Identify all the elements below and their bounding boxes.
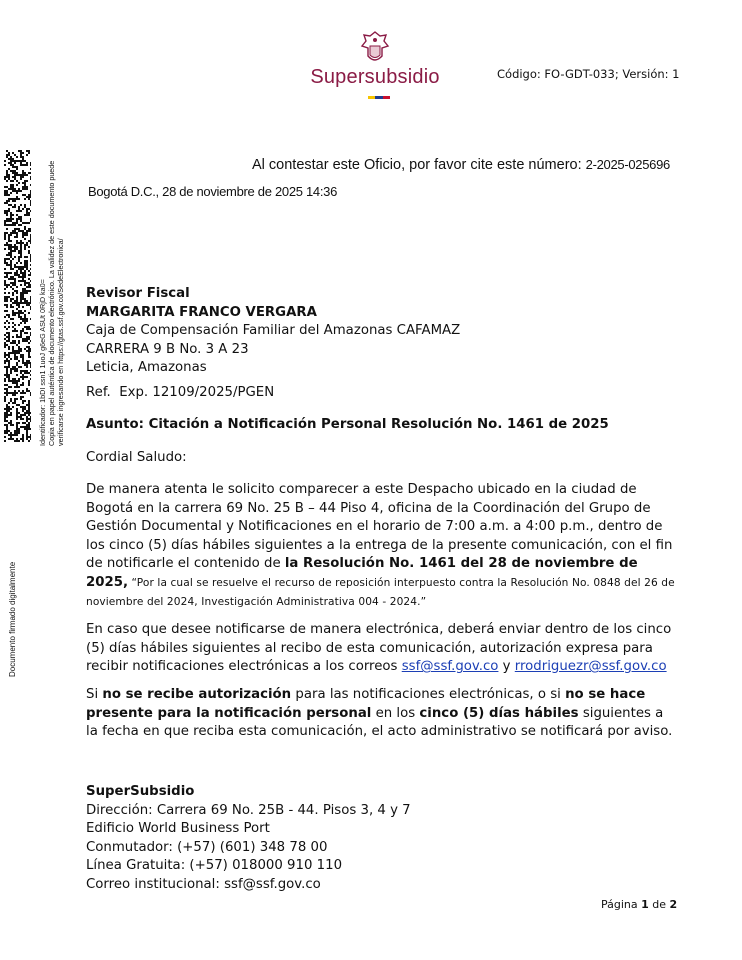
paragraph-text: para las notificaciones electrónicas, o si xyxy=(291,687,566,702)
footer-email: Correo institucional: ssf@ssf.gov.co xyxy=(86,876,321,892)
footer-toll-free: Línea Gratuita: (+57) 018000 910 110 xyxy=(86,858,343,874)
page-current: 1 xyxy=(641,898,649,911)
recipient-address: CARRERA 9 B No. 3 A 23 xyxy=(86,341,249,357)
citation-number: 2-2025-025696 xyxy=(585,157,670,172)
citation-label: Al contestar este Oficio, por favor cite este número: xyxy=(252,157,582,173)
paragraph-text: Si xyxy=(86,687,103,702)
conjunction: y xyxy=(498,659,515,675)
footer-contact xyxy=(86,783,506,895)
reference-line: Ref. Exp. 12109/2025/PGEN xyxy=(86,385,275,400)
recipient-role: Revisor Fiscal xyxy=(86,286,190,301)
resolution-reference: la Resolución No. 1461 del 28 de noviembre de 2025, xyxy=(86,556,638,590)
paragraph-text: en los xyxy=(371,705,420,721)
emphasis-text: no se hace presente para la notificación personal xyxy=(86,687,646,721)
resolution-quote: “Por la cual se resuelve el recurso de reposición interpuesto contra la Resolución No. 0848 del 26 de noviembre del 2024, Investigación Administrativa 004 - 2024.” xyxy=(86,576,675,608)
recipient-block xyxy=(86,285,646,378)
greeting: Cordial Saludo: xyxy=(86,450,187,465)
paragraph-summons xyxy=(86,481,676,611)
paragraph-text: siguientes a la fecha en que reciba esta comunicación, el acto administrativo se notificará por aviso. xyxy=(86,705,673,740)
page-label: Página xyxy=(601,898,638,911)
emphasis-text: no se recibe autorización xyxy=(102,687,292,702)
footer-phone: Conmutador: (+57) (601) 348 78 00 xyxy=(86,839,328,855)
recipient-city: Leticia, Amazonas xyxy=(86,360,207,376)
verification-text xyxy=(38,86,66,446)
emphasis-text: cinco (5) días hábiles xyxy=(419,705,579,721)
recipient-org: Caja de Compensación Familiar del Amazonas CAFAMAZ xyxy=(86,323,461,339)
page-of: de xyxy=(652,898,667,911)
document-code: Código: FO-GDT-033; Versión: 1 xyxy=(497,67,680,81)
coat-of-arms-icon xyxy=(358,30,392,66)
email-link-ssf[interactable]: ssf@ssf.gov.co xyxy=(401,659,499,675)
footer-org: SuperSubsidio xyxy=(86,784,195,799)
verification-line: Identificador: 1bDI ssn1 1uoJ g6eG ASUt 0RjD ka0= xyxy=(38,279,47,446)
logo-wordmark: Supersubsidio xyxy=(310,66,440,88)
email-link-rrodriguezr[interactable]: rrodriguezr@ssf.gov.co xyxy=(514,659,667,675)
footer-building: Edificio World Business Port xyxy=(86,821,270,837)
digital-signature-label: Documento firmado digitalmente xyxy=(8,561,17,677)
barcode-icon xyxy=(4,150,31,442)
footer-address: Dirección: Carrera 69 No. 25B - 44. Pisos 3, 4 y 7 xyxy=(86,802,411,818)
paragraph-text: En caso que desee notificarse de manera electrónica, deberá enviar dentro de los cinco (5) días hábiles siguientes al recibo de esta comunicación, autorización expresa para recibir notificaciones electrónicas a los correos xyxy=(86,622,672,675)
date-line: Bogotá D.C., 28 de noviembre de 2025 14:36 xyxy=(88,184,338,199)
subject-line: Asunto: Citación a Notificación Personal Resolución No. 1461 de 2025 xyxy=(86,417,609,432)
flag-stripe xyxy=(368,96,390,99)
paragraph-electronic xyxy=(86,621,676,677)
verification-line: verificarse ingresando en https://gtas.ssf.gov.co/SedeElectronica/ xyxy=(56,238,66,446)
paragraph-text: De manera atenta le solicito comparecer a este Despacho ubicado en la ciudad de Bogotá en la carrera 69 No. 25 B – 44 Piso 4, oficina de la Coordinación del Grupo de Gestión Documental y Notificaciones en el horario de 7:00 a.m. a 4:00 p.m., dentro de los cinco (5) días hábiles siguientes a la entrega de la presente comunicación, con el fin de notificarle el contenido de xyxy=(86,482,673,572)
recipient-name: MARGARITA FRANCO VERGARA xyxy=(86,304,317,320)
page-total: 2 xyxy=(669,898,678,911)
paragraph-notice xyxy=(86,686,676,742)
verification-line: Copia en papel auténtica de documento electrónico. La validez de este documento puede xyxy=(47,160,57,446)
citation-line xyxy=(252,157,670,173)
supersubsidio-logo xyxy=(300,30,450,102)
page-number xyxy=(601,898,677,911)
